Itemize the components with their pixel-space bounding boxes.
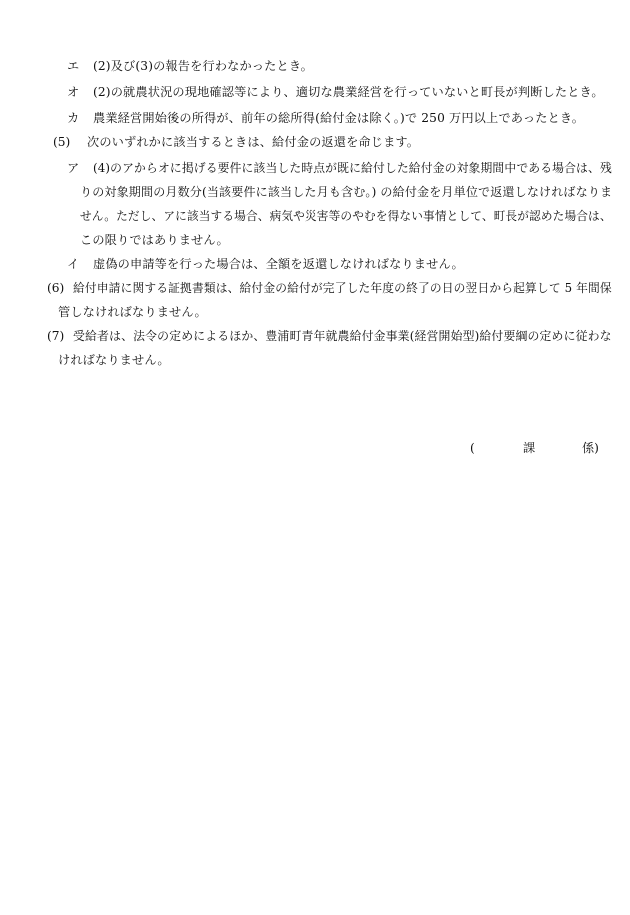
item-a-line-2: りの対象期間の月数分(当該要件に該当した月も含む。) の給付金を月単位で返還しなければなりま	[80, 185, 613, 199]
item-7-line-2: ければなりません。	[58, 353, 170, 367]
item-a-line-3: せん。ただし、アに該当する場合、病気や災害等のやむを得ない事情として、町長が認めた場合は、	[80, 209, 612, 223]
item-e-marker: エ	[67, 59, 80, 73]
item-7-line-1: 受給者は、法令の定めによるほか、豊浦町青年就農給付金事業(経営開始型)給付要綱の定めに従わな	[73, 329, 612, 343]
footer-ka: 課	[523, 441, 536, 455]
item-ka-text: 農業経営開始後の所得が、前年の総所得(給付金は除く。)で 250 万円以上であったとき。	[93, 111, 585, 125]
item-5-text: 次のいずれかに該当するときは、給付金の返還を命じます。	[87, 135, 420, 149]
item-o-marker: オ	[67, 85, 80, 99]
item-i-marker: イ	[67, 257, 80, 271]
item-ka-marker: カ	[67, 111, 80, 125]
item-a-line-4: この限りではありません。	[80, 233, 229, 247]
footer-kakari: 係)	[582, 441, 599, 455]
item-5-marker: (5)	[53, 135, 71, 149]
item-a-marker: ア	[67, 161, 80, 175]
footer-open-paren: (	[470, 441, 475, 455]
item-o-text: (2)の就農状況の現地確認等により、適切な農業経営を行っていないと町長が判断したとき。	[93, 85, 604, 99]
item-i-text: 虚偽の申請等を行った場合は、全額を返還しなければなりません。	[93, 257, 464, 271]
item-7-marker: (7)	[47, 329, 65, 343]
item-6-line-1: 給付申請に関する証拠書類は、給付金の給付が完了した年度の終了の日の翌日から起算して 5 年間保	[73, 281, 612, 295]
item-6-marker: (6)	[47, 281, 65, 295]
item-a-line-1: (4)のアからオに掲げる要件に該当した時点が既に給付した給付金の対象期間中である場合は、残	[93, 161, 612, 175]
item-6-line-2: 管しなければなりません。	[58, 305, 207, 319]
item-e-text: (2)及び(3)の報告を行わなかったとき。	[93, 59, 314, 73]
